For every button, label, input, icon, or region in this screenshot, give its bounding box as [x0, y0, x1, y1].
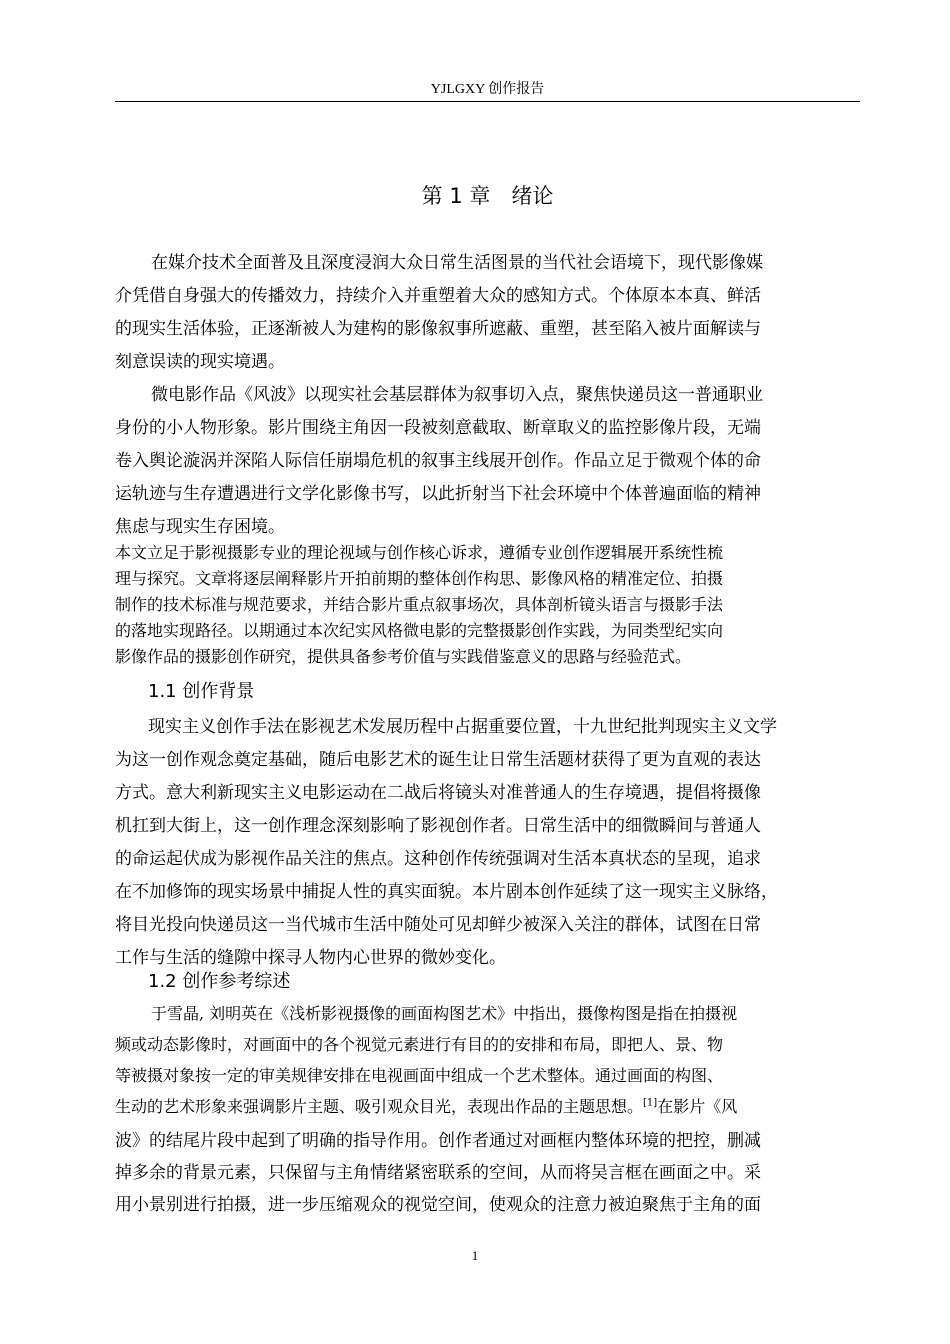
paragraph-line: 在不加修饰的现实场景中捕捉人性的真实面貌。本片剧本创作延续了这一现实主义脉络，	[115, 882, 778, 902]
paragraph-line: 刻意误读的现实境遇。	[115, 352, 285, 372]
citation-marker: [1]	[643, 1097, 658, 1109]
paragraph-line: 微电影作品《风波》以现实社会基层群体为叙事切入点，聚焦快递员这一普通职业	[151, 385, 763, 405]
paragraph-line	[115, 1094, 737, 1117]
paragraph-line: 用小景别进行拍摄，进一步压缩观众的视觉空间，使观众的注意力被迫聚焦于主角的面	[115, 1195, 761, 1215]
paragraph-line: 将目光投向快递员这一当代城市生活中随处可见却鲜少被深入关注的群体，试图在日常	[115, 915, 761, 935]
paragraph-line: 的现实生活体验，正逐渐被人为建构的影像叙事所遮蔽、重塑，甚至陷入被片面解读与	[115, 319, 761, 339]
paragraph-line: 工作与生活的缝隙中探寻人物内心世界的微妙变化。	[115, 948, 506, 968]
section-heading-1-2: 1.2 创作参考综述	[148, 971, 291, 992]
paragraph-line: 卷入舆论漩涡并深陷人际信任崩塌危机的叙事主线展开创作。作品立足于微观个体的命	[115, 451, 761, 471]
paragraph-line: 等被摄对象按一定的审美规律安排在电视画面中组成一个艺术整体。通过画面的构图、	[115, 1066, 724, 1085]
paragraph-line: 掉多余的背景元素，只保留与主角情绪紧密联系的空间，从而将吴言框在画面之中。采	[115, 1163, 761, 1183]
paragraph-text: 在影片《风	[657, 1097, 738, 1116]
paragraph-line: 运轨迹与生存遭遇进行文学化影像书写，以此折射当下社会环境中个体普遍面临的精神	[115, 484, 761, 504]
paragraph-line: 本文立足于影视摄影专业的理论视域与创作核心诉求，遵循专业创作逻辑展开系统性梳	[115, 543, 724, 562]
paragraph-line: 焦虑与现实生存困境。	[115, 517, 285, 537]
paragraph-line: 理与探究。文章将逐层阐释影片开拍前期的整体创作构思、影像风格的精准定位、拍摄	[115, 569, 724, 588]
paragraph-line: 在媒介技术全面普及且深度浸润大众日常生活图景的当代社会语境下，现代影像媒	[151, 253, 763, 273]
chapter-title: 第 1 章 绪论	[421, 184, 554, 208]
paragraph-line: 制作的技术标准与规范要求，并结合影片重点叙事场次，具体剖析镜头语言与摄影手法	[115, 595, 724, 614]
paragraph-line: 现实主义创作手法在影视艺术发展历程中占据重要位置，十九世纪批判现实主义文学	[148, 717, 777, 737]
paragraph-line: 波》的结尾片段中起到了明确的指导作用。创作者通过对画框内整体环境的把控，删减	[115, 1131, 761, 1151]
page-header: YJLGXY 创作报告	[430, 82, 545, 97]
paragraph-line: 方式。意大利新现实主义电影运动在二战后将镜头对准普通人的生存境遇，提倡将摄像	[115, 783, 761, 803]
paragraph-line: 的命运起伏成为影视作品关注的焦点。这种创作传统强调对生活本真状态的呈现，追求	[115, 849, 761, 869]
paragraph-line: 于雪晶, 刘明英在《浅析影视摄像的画面构图艺术》中指出，摄像构图是指在拍摄视	[151, 1004, 738, 1023]
paragraph-line: 的落地实现路径。以期通过本次纪实风格微电影的完整摄影创作实践，为同类型纪实向	[115, 621, 724, 640]
paragraph-line: 介凭借自身强大的传播效力，持续介入并重塑着大众的感知方式。个体原本本真、鲜活	[115, 286, 761, 306]
section-heading-1-1: 1.1 创作背景	[148, 681, 255, 702]
header-rule	[115, 101, 860, 102]
paragraph-line: 机扛到大街上，这一创作理念深刻影响了影视创作者。日常生活中的细微瞬间与普通人	[115, 816, 761, 836]
paragraph-line: 影像作品的摄影创作研究，提供具备参考价值与实践借鉴意义的思路与经验范式。	[115, 647, 692, 666]
paragraph-line: 为这一创作观念奠定基础，随后电影艺术的诞生让日常生活题材获得了更为直观的表达	[115, 750, 761, 770]
paragraph-line: 身份的小人物形象。影片围绕主角因一段被刻意截取、断章取义的监控影像片段，无端	[115, 418, 761, 438]
paragraph-line: 频或动态影像时，对画面中的各个视觉元素进行有目的的安排和布局，即把人、景、物	[115, 1035, 724, 1054]
page-number: 1	[471, 1248, 479, 1263]
paragraph-text: 生动的艺术形象来强调影片主题、吸引观众目光，表现出作品的主题思想。	[115, 1097, 644, 1116]
